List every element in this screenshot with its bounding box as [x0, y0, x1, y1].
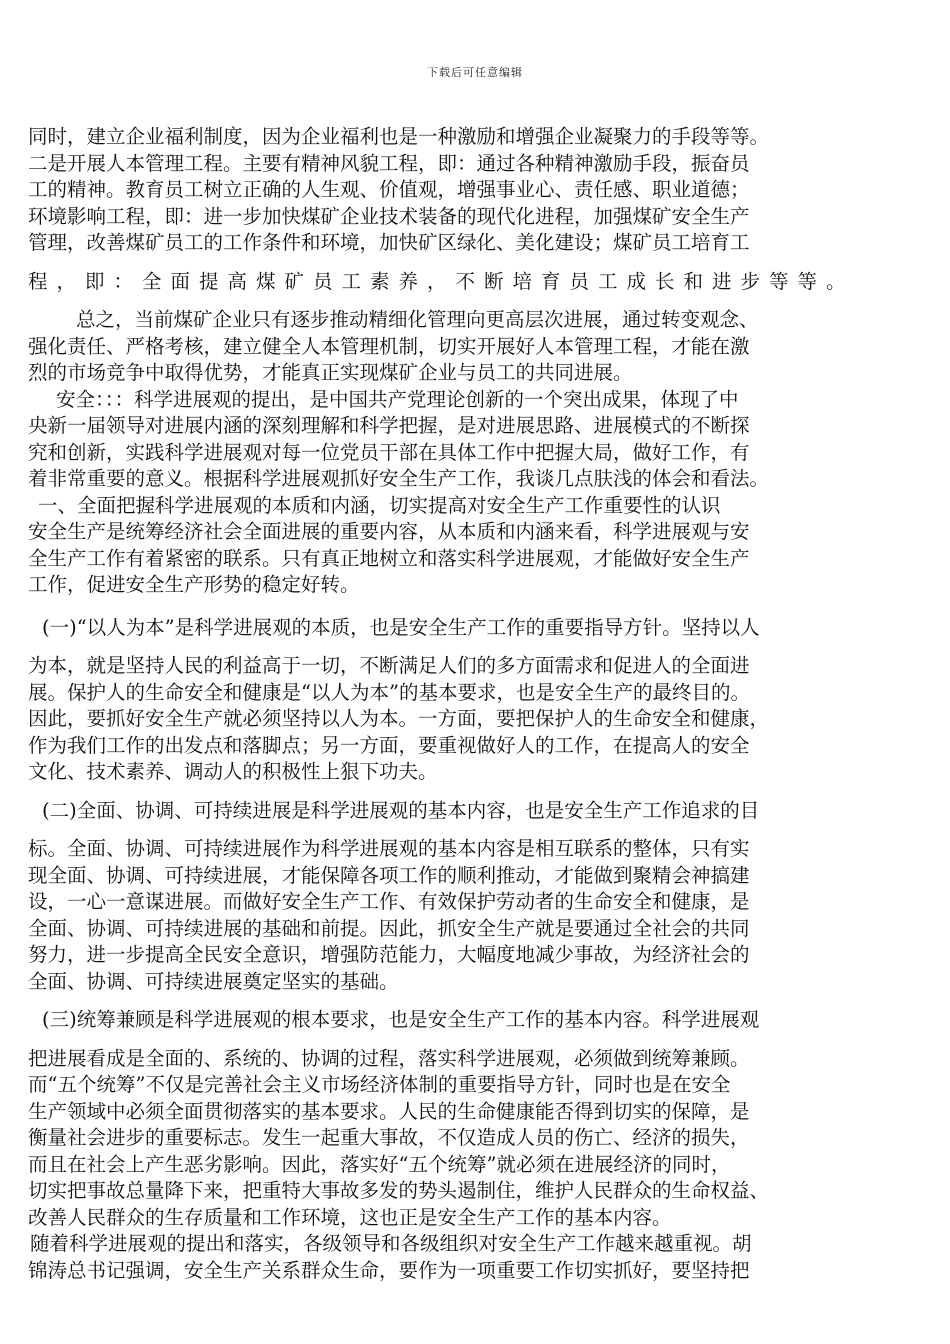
- text-line: 衡量社会进步的重要标志。发生一起重大事故，不仅造成人员的伤亡、经济的损失，: [28, 1126, 750, 1149]
- text-line: 工的精神。教育员工树立正确的人生观、价值观，增强事业心、责任感、职业道德；: [28, 178, 750, 201]
- text-line: 全生产工作有着紧密的联系。只有真正地树立和落实科学进展观，才能做好安全生产: [28, 546, 750, 570]
- text-line: 程，即：全面提高煤矿员工素养，不断培育员工成长和进步等等。: [28, 269, 855, 293]
- text-line: 随着科学进展观的提出和落实，各级领导和各级组织对安全生产工作越来越重视。胡: [30, 1232, 752, 1255]
- paragraph-sustainable: [28, 798, 924, 996]
- text-line: 而“五个统筹”不仅是完善社会主义市场经济体制的重要指导方针，同时也是在安全: [28, 1073, 731, 1096]
- text-line: 央新一届领导对进展内涵的深刻理解和科学把握，是对进展思路、进展模式的不断探: [28, 414, 750, 437]
- subsection-heading: (三)统筹兼顾是科学进展观的根本要求，也是安全生产工作的基本内容。科学进展观: [42, 1008, 760, 1031]
- text-line: 展。保护人的生命安全和健康是“以人为本”的基本要求，也是安全生产的最终目的。: [28, 680, 750, 704]
- text-line: 努力，进一步提高全民安全意识，增强防范能力，大幅度地减少事故，为经济社会的: [28, 943, 750, 966]
- text-line: 着非常重要的意义。根据科学进展观抓好安全生产工作，我谈几点肤浅的体会和看法。: [28, 467, 770, 490]
- text-line: 二是开展人本管理工程。主要有精神风貌工程，即：通过各种精神激励手段，振奋员: [28, 151, 750, 175]
- paragraph-leadership: [28, 1231, 924, 1284]
- text-line: 标。全面、协调、可持续进展作为科学进展观的基本内容是相互联系的整体，只有实: [28, 837, 750, 860]
- text-line: 究和创新，实践科学进展观对每一位党员干部在具体工作中把握大局，做好工作，有: [28, 440, 750, 464]
- text-line: 全面、协调、可持续进展奠定坚实的基础。: [28, 969, 399, 993]
- text-line: 安全生产是统筹经济社会全面进展的重要内容，从本质和内涵来看，科学进展观与安: [28, 520, 750, 543]
- text-line: 全面、协调、可持续进展的基础和前提。因此，抓安全生产就是要通过全社会的共同: [28, 916, 750, 940]
- text-line: 安全：：：科学进展观的提出，是中国共产党理论创新的一个突出成果，体现了中: [56, 387, 739, 411]
- text-line: 作为我们工作的出发点和落脚点；另一方面，要重视做好人的工作，在提高人的安全: [28, 733, 750, 757]
- text-line: 生产领域中必须全面贯彻落实的基本要求。人民的生命健康能否得到切实的保障，是: [28, 1099, 750, 1123]
- text-line: 把进展看成是全面的、系统的、协调的过程，落实科学进展观，必须做到统筹兼顾。: [28, 1046, 750, 1070]
- text-line: 而且在社会上产生恶劣影响。因此，落实好“五个统筹”就必须在进展经济的同时，: [28, 1152, 731, 1176]
- text-line: 管理，改善煤矿员工的工作条件和环境，加快矿区绿化、美化建设；煤矿员工培育工: [28, 231, 750, 254]
- page-header-note: 下载后可任意编辑: [427, 66, 523, 79]
- subsection-heading: (二)全面、协调、可持续进展是科学进展观的基本内容，也是安全生产工作追求的目: [42, 798, 760, 822]
- section-heading-1: 一、全面把握科学进展观的本质和内涵，切实提高对安全生产工作重要性的认识: [38, 493, 721, 517]
- document-body: [28, 124, 924, 1284]
- text-line: 烈的市场竞争中取得优势，才能真正实现煤矿企业与员工的共同进展。: [28, 361, 633, 384]
- paragraph-welfare: [28, 124, 924, 295]
- text-line: 设，一心一意谋进展。而做好安全生产工作、有效保护劳动者的生命安全和健康，是: [28, 890, 750, 913]
- paragraph-people-first: [28, 615, 924, 786]
- subsection-heading: (一)“以人为本”是科学进展观的本质，也是安全生产工作的重要指导方针。坚持以人: [42, 615, 760, 639]
- text-line: 锦涛总书记强调，安全生产关系群众生命，要作为一项重要工作切实抓好，要坚持把: [28, 1258, 750, 1282]
- paragraph-coordination: [28, 1007, 924, 1231]
- text-line: 文化、技术素养、调动人的积极性上狠下功夫。: [28, 760, 438, 783]
- text-line: 现全面、协调、可持续进展，才能保障各项工作的顺利推动，才能做到聚精会神搞建: [28, 863, 750, 887]
- text-line: 强化责任、严格考核，建立健全人本管理机制，切实开展好人本管理工程，才能在激: [28, 334, 750, 358]
- text-line: 工作，促进安全生产形势的稳定好转。: [28, 573, 360, 596]
- text-line: 因此，要抓好安全生产就必须坚持以人为本。一方面，要把保护人的生命安全和健康，: [28, 707, 770, 730]
- text-line: 切实把事故总量降下来，把重特大事故多发的势头遏制住，维护人民群众的生命权益、: [28, 1179, 770, 1202]
- text-line: 环境影响工程，即：进一步加快煤矿企业技术装备的现代化进程，加强煤矿安全生产: [28, 204, 750, 228]
- text-line: 总之，当前煤矿企业只有逐步推动精细化管理向更高层次进展，通过转变观念、: [76, 308, 759, 331]
- paragraph-summary: [28, 307, 924, 387]
- text-line: 为本，就是坚持人民的利益高于一切，不断满足人们的多方面需求和促进人的全面进: [28, 654, 750, 677]
- text-line: 同时，建立企业福利制度，因为企业福利也是一种激励和增强企业凝聚力的手段等等。: [28, 125, 770, 148]
- text-line: 改善人民群众的生存质量和工作环境，这也正是安全生产工作的基本内容。: [28, 1205, 672, 1229]
- paragraph-safety-intro: [28, 387, 924, 599]
